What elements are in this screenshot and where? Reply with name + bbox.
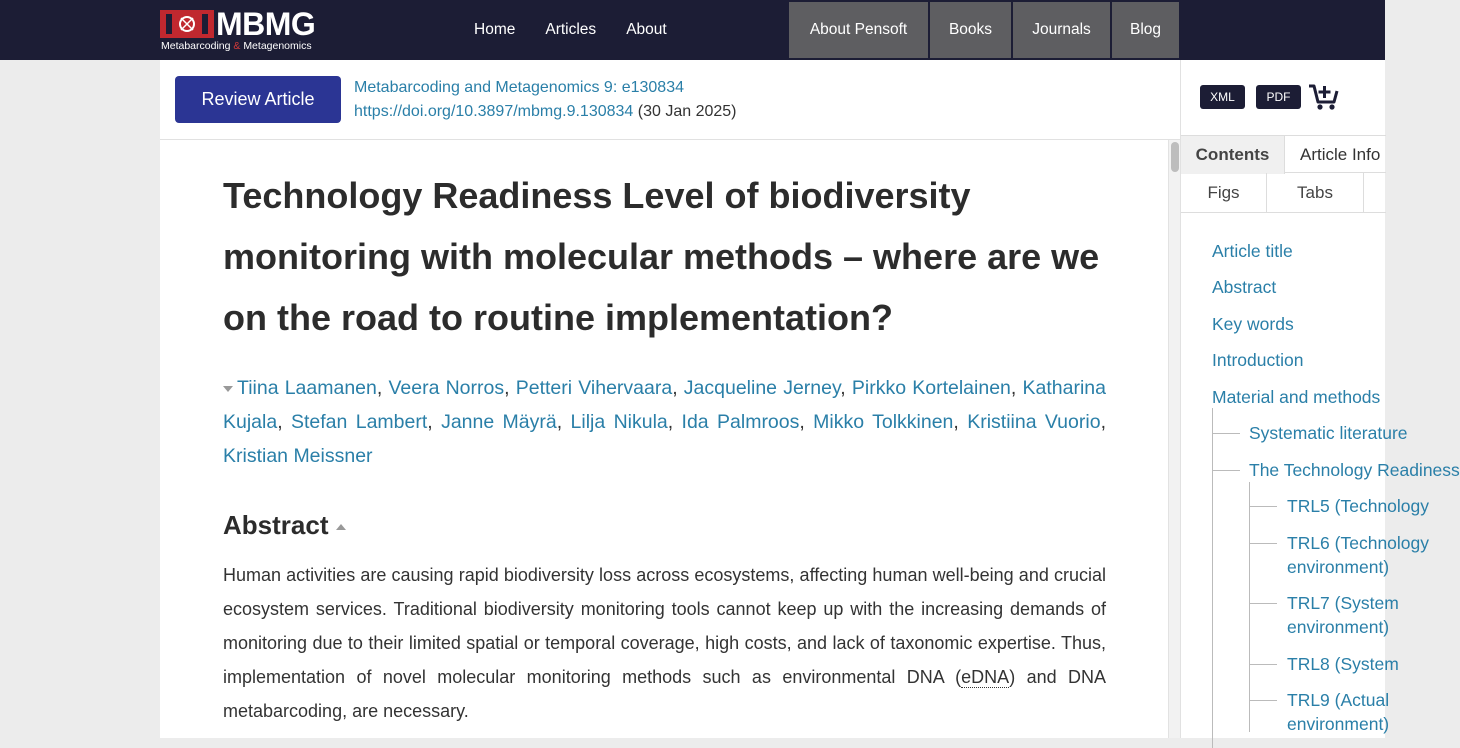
doi-link[interactable]: https://doi.org/10.3897/mbmg.9.130834 [354, 103, 634, 120]
article-header-bar [160, 60, 1180, 140]
top-navbar [0, 0, 1385, 60]
toc-article-title[interactable]: Article title [1212, 241, 1293, 261]
author-link[interactable]: Veera Norros [388, 377, 505, 399]
journal-ref-link[interactable]: Metabarcoding and Metagenomics 9: e130834 [354, 79, 684, 96]
toc-abstract[interactable]: Abstract [1212, 277, 1277, 297]
pdf-download-button[interactable]: PDF [1256, 85, 1301, 109]
toc-tree-line [1249, 700, 1277, 701]
sidebar-tabs [1181, 135, 1386, 173]
abstract-text: Human activities are causing rapid biodiversity loss across ecosystems, affecting human well-being and crucial ecosystem services. Traditional biodiversity monitoring tools cannot keep up with the increasing demands of monitoring due to their limited spatial or temporal coverage, high costs, and lack of taxonomic expertise. Thus, implementation of novel molecular monitoring methods such as environmental DNA (eDNA) and DNA metabarcoding, are necessary. [223, 565, 1106, 721]
article-title: Technology Readiness Level of biodiversity monitoring with molecular methods – where are we on the road to routine implementation? [223, 175, 1100, 338]
author-link[interactable]: Tiina Laamanen [237, 377, 377, 399]
mbmg-logo-icon [160, 10, 214, 38]
tab-figs[interactable]: Figs [1181, 173, 1267, 213]
author-link[interactable]: Petteri Vihervaara [515, 377, 673, 399]
author-link[interactable]: Janne Mäyrä [441, 411, 557, 433]
author-link[interactable]: Ida Palmroos [681, 411, 800, 433]
abbreviation-edna[interactable]: eDNA [961, 667, 1010, 687]
toc-trl9-cont[interactable]: environment) [1287, 714, 1390, 734]
author-link[interactable]: Pirkko Kortelainen [851, 377, 1011, 399]
collapse-triangle-icon[interactable] [336, 524, 346, 530]
article-content [160, 140, 1180, 738]
toc-tree-line [1249, 603, 1277, 604]
toc-trl7-cont[interactable]: environment) [1287, 617, 1390, 637]
sidebar-subtabs [1181, 173, 1386, 213]
tab-tabs[interactable]: Tabs [1267, 173, 1364, 213]
nav-articles[interactable]: Articles [545, 21, 597, 38]
main-nav [474, 21, 667, 39]
nav-about[interactable]: About [626, 21, 667, 38]
nav-journals[interactable]: Journals [1013, 2, 1110, 58]
site-logo[interactable] [160, 8, 340, 54]
nav-home[interactable]: Home [474, 21, 516, 38]
author-link[interactable]: Katharina Kujala [223, 377, 1106, 433]
author-link[interactable]: Lilja Nikula [570, 411, 668, 433]
toc-methods[interactable]: Material and methods [1212, 387, 1381, 407]
author-link[interactable]: Mikko Tolkkinen [813, 411, 954, 433]
author-list: Tiina Laamanen, Veera Norros, Petteri Vihervaara, Jacqueline Jerney, Pirkko Kortelainen, Katharina Kujala, Stefan Lambert, Janne Mäyrä, Lilja Nikula, Ida Palmroos, Mikko Tolkkinen, Kristiina Vuorio, Kristian Meissner [223, 377, 1106, 467]
toc-trl6[interactable]: TRL6 (Technology [1287, 533, 1430, 553]
abstract-heading[interactable]: Abstract [223, 510, 346, 541]
toc-trl7[interactable]: TRL7 (System [1287, 593, 1399, 613]
nav-about-pensoft[interactable]: About Pensoft [789, 2, 928, 58]
author-link[interactable]: Jacqueline Jerney [683, 377, 841, 399]
tab-article-info[interactable]: Article Info [1300, 145, 1381, 164]
toc-trl[interactable]: The Technology Readiness [1249, 460, 1460, 480]
toc-tree-line [1249, 482, 1250, 732]
toc-keywords[interactable]: Key words [1212, 314, 1294, 334]
toc-trl5[interactable]: TRL5 (Technology [1287, 496, 1430, 516]
nav-books[interactable]: Books [930, 2, 1011, 58]
authors-expand-icon[interactable] [223, 386, 233, 392]
article-sidebar [1180, 60, 1460, 738]
author-link[interactable]: Stefan Lambert [291, 411, 428, 433]
logo-subtitle: Metabarcoding & Metagenomics [161, 40, 312, 52]
article-type-button[interactable]: Review Article [175, 76, 341, 123]
author-link[interactable]: Kristiina Vuorio [967, 411, 1101, 433]
article-citation [354, 76, 737, 124]
add-to-cart-icon[interactable] [1308, 82, 1340, 112]
content-scrollbar[interactable] [1168, 140, 1180, 738]
toc-tree-line [1249, 506, 1277, 507]
publication-date: (30 Jan 2025) [633, 103, 737, 120]
toc-tree-line [1249, 543, 1277, 544]
toc-trl6-cont[interactable]: environment) [1287, 557, 1390, 577]
xml-download-button[interactable]: XML [1200, 85, 1245, 109]
toc-systematic-literature[interactable]: Systematic literature [1249, 423, 1408, 443]
logo-text: MBMG [216, 6, 316, 42]
toc-trl9[interactable]: TRL9 (Actual [1287, 690, 1390, 710]
toc-tree-line [1212, 470, 1240, 471]
pensoft-nav [789, 2, 1179, 58]
toc-tree-line [1212, 433, 1240, 434]
toc-tree-line [1212, 408, 1213, 748]
scrollbar-thumb[interactable] [1171, 142, 1179, 172]
toc-introduction[interactable]: Introduction [1212, 350, 1304, 370]
toc-tree-line [1249, 664, 1277, 665]
toc-trl8[interactable]: TRL8 (System [1287, 654, 1399, 674]
author-link[interactable]: Kristian Meissner [223, 445, 373, 467]
tab-contents[interactable]: Contents [1181, 136, 1285, 174]
nav-blog[interactable]: Blog [1112, 2, 1179, 58]
